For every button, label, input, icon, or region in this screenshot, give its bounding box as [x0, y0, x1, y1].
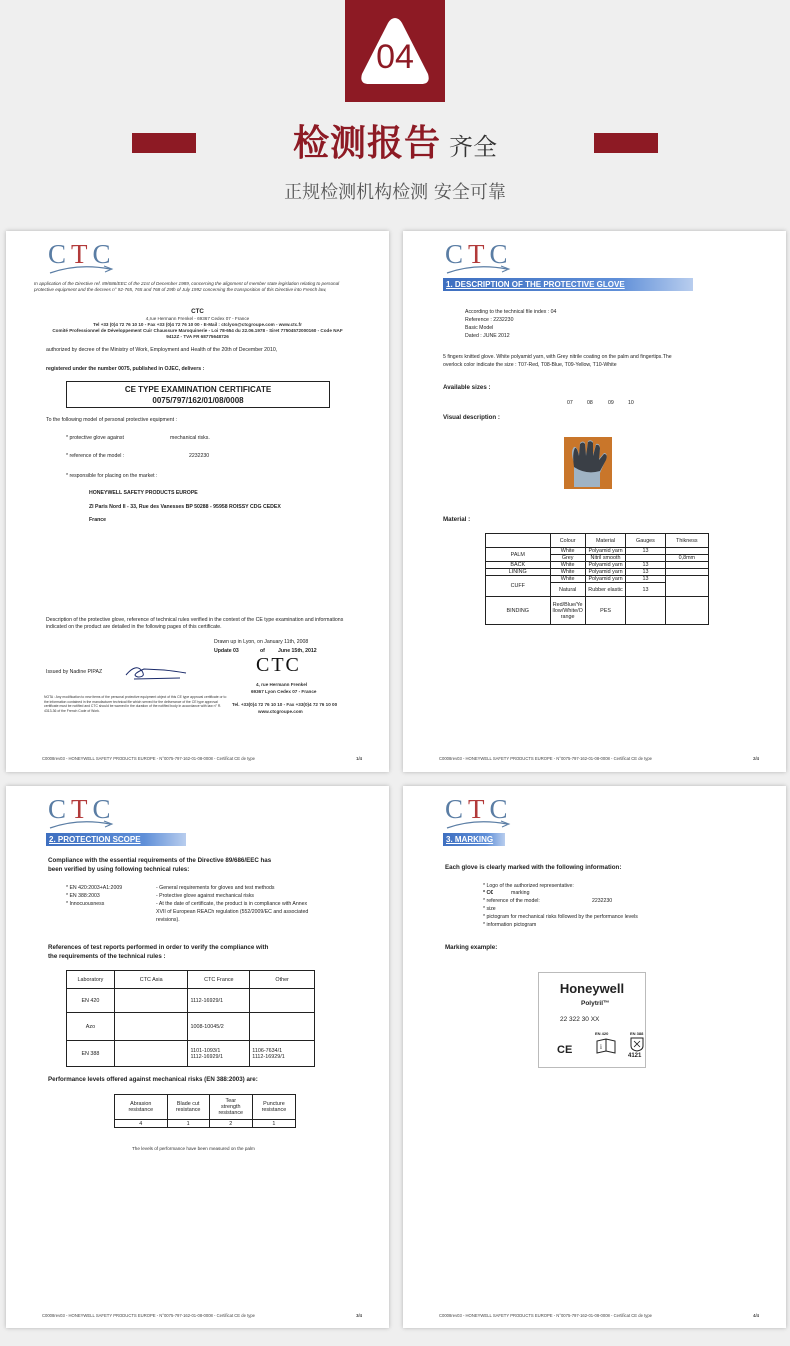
page-number: 4/4	[753, 1313, 759, 1318]
standard-desc: revisions).	[156, 917, 180, 923]
cell: 1106-7634/1 1112-16929/1	[250, 1041, 315, 1067]
size-item: 07	[567, 400, 573, 406]
drawn-text: Drawn up in Lyon, on January 11th, 2008	[214, 639, 309, 645]
cell: Natural	[550, 583, 585, 597]
standard-item: * EN 420:2003+A1:2009	[66, 885, 123, 891]
references-table	[66, 970, 315, 1067]
update-label: Update 03	[214, 648, 239, 654]
information-book-icon	[596, 1038, 616, 1054]
stamp-line-1: 4, rue Hermann Frenkel	[256, 682, 308, 687]
protective-label: * protective glove against	[66, 435, 124, 441]
certificate-title-box	[66, 381, 330, 408]
performance-value: 1	[252, 1120, 295, 1128]
header	[0, 0, 790, 220]
marking-example-label: Marking example:	[445, 944, 498, 951]
cell	[250, 989, 315, 1013]
marking-item: marking	[511, 890, 530, 896]
signature-graphic	[124, 661, 190, 681]
certificate-page-3	[6, 786, 389, 1328]
product-name: Polytril™	[581, 1000, 610, 1007]
size-item: 08	[587, 400, 593, 406]
cell: Nitril smooth	[585, 555, 625, 562]
cell: 13	[626, 562, 665, 569]
mechanical-risk-shield-icon	[630, 1037, 644, 1052]
marking-item: * reference of the model:	[483, 898, 540, 904]
standard-item: * EN 388:2003	[66, 893, 100, 899]
cell: 1101-1093/1 1112-16929/1	[188, 1041, 250, 1067]
column-header: CTC France	[188, 971, 250, 989]
ctc-logo: CTC	[445, 794, 515, 832]
cell: White	[550, 548, 585, 555]
standard-desc: - Protective glove against mechanical risks	[156, 893, 255, 899]
column-header: Other	[250, 971, 315, 989]
cell: PES	[585, 597, 625, 625]
cell: Polyamid yarn	[585, 548, 625, 555]
column-header: Colour	[550, 534, 585, 548]
performance-levels-code: 4121	[628, 1053, 642, 1059]
section-heading: 3. MARKING	[443, 833, 505, 846]
marking-item-value: 2232230	[592, 898, 613, 904]
size-item: 10	[628, 400, 634, 406]
cell: Polyamid yarn	[585, 576, 625, 583]
ctc-logo: CTC	[445, 239, 515, 277]
cell	[665, 576, 708, 597]
column-header: Blade cut resistance	[167, 1095, 209, 1120]
compliance-line-2: been verified by using following technical rules:	[48, 866, 190, 873]
cell	[665, 548, 708, 555]
title-sub: 齐全	[449, 133, 497, 161]
standard-desc: XVII of European REACh regulation (552/2009/EC and associated	[156, 909, 309, 915]
org-address: 4,rue Hermann Frenkel - 69367 Cedex 07 - France	[145, 316, 250, 321]
cell: Grey	[550, 555, 585, 562]
cell: Polyamid yarn	[585, 569, 625, 576]
cell: 1112-16929/1	[188, 989, 250, 1013]
cell: 0,8mm	[665, 555, 708, 562]
certificate-number: 0075/797/162/01/08/0008	[152, 396, 244, 405]
update-of: of	[260, 648, 265, 654]
page-footer: C0008rev03 - HONEYWELL SAFETY PRODUCTS EUROPE - N°0075-797-162-01-08-0008 - Certificat CE de type 1/4	[42, 756, 362, 761]
compliance-line-1: Compliance with the essential requirements of the Directive 89/686/EEC has	[48, 857, 272, 864]
honeywell-logo: Honeywell	[559, 981, 625, 996]
row-label: BINDING	[486, 597, 551, 625]
row-label: CUFF	[486, 576, 551, 597]
company-address: ZI Paris Nord II - 33, Rue des Vanesses BP 50288 - 95958 ROISSY CDG CEDEX	[89, 504, 281, 510]
table-corner	[486, 534, 551, 548]
directive-intro: In application of the Directive ref. 89/686/EEC of the 21st of December 1989, concerning the alignment of member state legislation relating to personal protective equipment and the decrees n° 92-765, 765 and 768 of 29th of July 1992 concerning the transposition of this Directive into French law,	[34, 281, 340, 292]
page-footer: C0008rev03 - HONEYWELL SAFETY PRODUCTS EUROPE - N°0075-797-162-01-08-0008 - Certificat CE de type 3/4	[42, 1313, 362, 1318]
ce-mark-item: * C€	[483, 890, 494, 896]
badge-number: 04	[376, 38, 414, 76]
section-heading: 1. DESCRIPTION OF THE PROTECTIVE GLOVE	[443, 278, 693, 291]
following-text: To the following model of personal protective equipment :	[46, 417, 177, 423]
visual-label: Visual description :	[443, 414, 500, 421]
cell	[250, 1013, 315, 1041]
org-committee: Comité Professionnel de Développement Cuir Chaussure Maroquinerie - Loi 78-654 du 22.06.1978 - Siret 77504572000160 - Code NAF	[52, 328, 343, 333]
row-label: BACK	[486, 562, 551, 569]
standard-item: * Innocuousness	[66, 901, 105, 907]
performance-value: 4	[115, 1120, 168, 1128]
section-number-badge	[345, 0, 445, 102]
responsible-label: * responsible for placing on the market :	[66, 473, 158, 479]
material-table	[485, 533, 709, 625]
svg-text:i: i	[600, 1043, 602, 1051]
row-label: Azo	[67, 1013, 115, 1041]
column-header: CTC Asia	[114, 971, 188, 989]
cell	[114, 989, 188, 1013]
performance-note: The levels of performance have been measured on the palm	[132, 1146, 255, 1151]
column-header: Abrasion resistance	[115, 1095, 168, 1120]
cell	[665, 597, 708, 625]
cell	[665, 569, 708, 576]
section-subtitle: 正规检测机构检测 安全可靠	[284, 182, 506, 203]
performance-title: Performance levels offered against mechanical risks (EN 388:2003) are:	[48, 1076, 258, 1083]
page-number: 2/4	[753, 756, 759, 761]
update-date: June 15th, 2012	[278, 648, 317, 654]
cell: White	[550, 576, 585, 583]
row-label: EN 388	[67, 1041, 115, 1067]
certificate-title: CE TYPE EXAMINATION CERTIFICATE	[124, 385, 272, 394]
product-code: 22 322 30 XX	[560, 1016, 600, 1023]
reference-value: 2232230	[189, 453, 210, 459]
page-footer: C0008rev03 - HONEYWELL SAFETY PRODUCTS EUROPE - N°0075-797-162-01-08-0008 - Certificat CE de type 2/4	[439, 756, 759, 761]
title-main: 检测报告	[292, 123, 441, 164]
section-title	[0, 124, 790, 171]
stamp-line-3: Tel. +33(0)4 72 76 10 10 - Fax +33(0)4 72 76 10 00	[232, 702, 338, 707]
description-line-1: 5 fingers knitted glove. White polyamid yarn, with Grey nitrile coating on the palm and fingertips.The	[443, 354, 672, 360]
certificate-page-1	[6, 231, 389, 772]
row-label: LINING	[486, 569, 551, 576]
cell: Red/Blue/Ye llow/White/O range	[550, 597, 585, 625]
size-item: 09	[608, 400, 614, 406]
marking-item: * information pictogram	[483, 922, 537, 928]
according-text: According to the technical file index : 04	[465, 309, 557, 315]
issued-by: Issued by Nadine PIPAZ	[46, 669, 103, 675]
standard-desc: - At the date of certificate, the product is in compliance with Annex	[156, 901, 308, 907]
ctc-logo: CTC	[48, 794, 118, 832]
company-name: HONEYWELL SAFETY PRODUCTS EUROPE	[89, 490, 198, 496]
cell: Rubber elastic	[585, 583, 625, 597]
references-line-2: the requirements of the technical rules :	[48, 953, 166, 960]
performance-value: 2	[209, 1120, 252, 1128]
cell: White	[550, 562, 585, 569]
stamp-line-2: 69367 Lyon Cedex 07 - France	[251, 689, 317, 694]
cell	[626, 555, 665, 562]
column-header: Puncture resistance	[252, 1095, 295, 1120]
stamp-logo: CTC	[256, 654, 301, 676]
cell: Polyamid yarn	[585, 562, 625, 569]
marking-example-label-card	[538, 972, 646, 1068]
material-label: Material :	[443, 516, 471, 523]
page-footer: C0008rev03 - HONEYWELL SAFETY PRODUCTS EUROPE - N°0075-797-162-01-08-0008 - Certificat CE de type 4/4	[439, 1313, 759, 1318]
cell: 13	[626, 576, 665, 583]
row-label: PALM	[486, 548, 551, 562]
org-phone: Tel +33 (0)4 72 76 10 10 - Fax +33 (0)4 72 76 10 00 - E-Mail : ctclyon@ctcgroupe.com - www.ctc.fr	[93, 322, 302, 327]
column-header: Material	[585, 534, 625, 548]
section-heading: 2. PROTECTION SCOPE	[46, 833, 186, 846]
org-name: CTC	[191, 308, 204, 315]
column-header: Tear strength resistance	[209, 1095, 252, 1120]
references-line-1: References of test reports performed in order to verify the compliance with	[48, 944, 269, 951]
en420-label: EN 420	[595, 1031, 609, 1036]
marking-item: * size	[483, 906, 496, 912]
nota-text: NOTA : Any modification to new items of the personal protective equipment object of this CE type approval certificate or to the information contained in the manufacturer technical file which served for the deliverance of the CE type approval certificate must be notified and CTC should be warned in the duration of the notified body in accordance with law n° R. 4313-36 of the French Code of Work.	[44, 695, 227, 713]
authorized-text: authorized by decree of the Ministry of Work, Employment and Health of the 20th of December 2010,	[46, 347, 278, 353]
performance-value: 1	[167, 1120, 209, 1128]
stamp-line-4: www.ctcgroupe.com	[258, 709, 303, 714]
standard-desc: - General requirements for gloves and test methods	[156, 885, 275, 891]
glove-image	[564, 437, 612, 489]
reference-text: Reference : 2232230	[465, 317, 514, 323]
performance-table	[114, 1094, 296, 1128]
column-header: Thikness	[665, 534, 708, 548]
company-country: France	[89, 517, 107, 523]
ce-mark-icon: CE	[557, 1044, 573, 1056]
description-line-2: overlock color indicate the size : T07-Red, T08-Blue, T09-Yellow, T10-White	[443, 362, 617, 368]
cell	[114, 1013, 188, 1041]
basic-model: Basic Model	[465, 325, 494, 331]
cell	[626, 597, 665, 625]
dated-text: Dated : JUNE 2012	[465, 333, 510, 339]
protective-value: mechanical risks.	[170, 435, 210, 441]
certificate-page-2	[403, 231, 786, 772]
en388-label: EN 388	[630, 1031, 644, 1036]
org-tva: 9412Z - TVA FR 68775648726	[166, 334, 229, 339]
cell: 13	[626, 548, 665, 555]
cell	[114, 1041, 188, 1067]
marking-item: * pictogram for mechanical risks followed by the performance levels	[483, 914, 638, 920]
cell: 13	[626, 569, 665, 576]
description-text: Description of the protective glove, reference of technical rules verified in the context of the CE type examination and informations indicated on the product are detailed in the following pages of this certificate.	[46, 617, 344, 630]
cell: White	[550, 569, 585, 576]
cell	[665, 562, 708, 569]
cell: 13	[626, 583, 665, 597]
row-label: EN 420	[67, 989, 115, 1013]
sizes-label: Available sizes :	[443, 384, 491, 391]
cell: 1008-10045/2	[188, 1013, 250, 1041]
column-header: Laboratory	[67, 971, 115, 989]
column-header: Gauges	[626, 534, 665, 548]
page-number: 1/4	[356, 756, 362, 761]
marking-item: * Logo of the authorized representative:	[483, 883, 574, 889]
reference-label: * reference of the model :	[66, 453, 125, 459]
each-glove-text: Each glove is clearly marked with the following information:	[445, 864, 622, 871]
registered-text: registered under the number 0075, published in OJEC, delivers :	[46, 366, 205, 372]
ctc-logo: CTC	[48, 239, 118, 277]
page-number: 3/4	[356, 1313, 362, 1318]
